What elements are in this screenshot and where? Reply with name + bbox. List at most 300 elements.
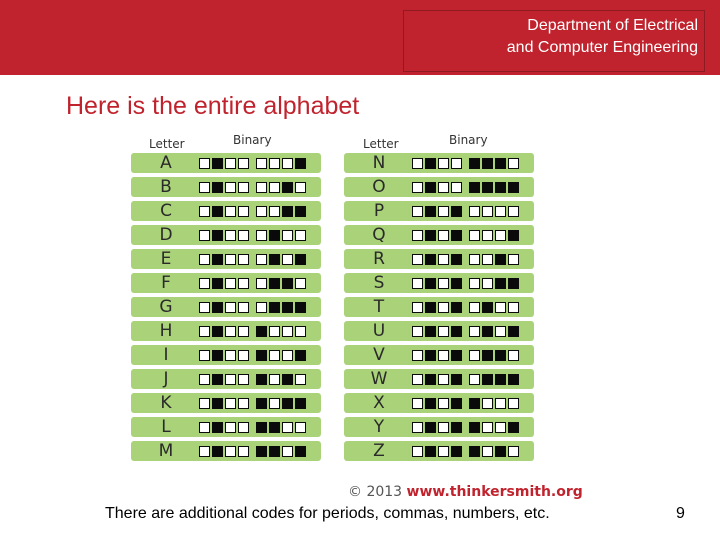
- bit-on-square: [451, 230, 462, 241]
- bit-off-square: [295, 422, 306, 433]
- bit-on-square: [425, 158, 436, 169]
- bit-on-square: [451, 326, 462, 337]
- bit-off-square: [238, 158, 249, 169]
- table-header: [344, 133, 534, 153]
- bit-on-square: [469, 446, 480, 457]
- bit-off-square: [469, 230, 480, 241]
- bit-on-square: [212, 302, 223, 313]
- bit-on-square: [256, 374, 267, 385]
- bit-off-square: [412, 278, 423, 289]
- bit-on-square: [212, 422, 223, 433]
- bit-on-square: [451, 254, 462, 265]
- bit-on-square: [425, 398, 436, 409]
- bit-off-square: [238, 254, 249, 265]
- table-row: [131, 441, 321, 461]
- row-letter: X: [373, 393, 385, 413]
- bit-on-square: [508, 374, 519, 385]
- binary-code: [412, 278, 521, 289]
- bit-off-square: [482, 446, 493, 457]
- bit-off-square: [269, 398, 280, 409]
- row-letter: Q: [372, 225, 386, 245]
- row-letter: D: [159, 225, 173, 245]
- bit-off-square: [225, 398, 236, 409]
- bit-off-square: [482, 422, 493, 433]
- bit-on-square: [495, 254, 506, 265]
- row-letter: F: [161, 273, 171, 293]
- bit-off-square: [199, 278, 210, 289]
- bit-on-square: [212, 206, 223, 217]
- bit-on-square: [508, 182, 519, 193]
- binary-code: [199, 326, 308, 337]
- bit-off-square: [295, 230, 306, 241]
- website-link[interactable]: www.thinkersmith.org: [406, 484, 583, 500]
- binary-code: [199, 302, 308, 313]
- binary-code: [412, 254, 521, 265]
- table-row: [131, 153, 321, 173]
- table-row: [131, 393, 321, 413]
- bit-on-square: [451, 206, 462, 217]
- bit-off-square: [238, 374, 249, 385]
- bit-off-square: [412, 398, 423, 409]
- bit-on-square: [282, 278, 293, 289]
- bit-off-square: [295, 326, 306, 337]
- bit-on-square: [508, 422, 519, 433]
- table-row: [344, 345, 534, 365]
- bit-on-square: [256, 326, 267, 337]
- bit-off-square: [438, 230, 449, 241]
- table-row: [344, 273, 534, 293]
- bit-on-square: [495, 374, 506, 385]
- bit-on-square: [482, 158, 493, 169]
- header-banner: [0, 0, 720, 75]
- bit-on-square: [425, 350, 436, 361]
- bit-off-square: [199, 422, 210, 433]
- bit-off-square: [495, 422, 506, 433]
- bit-on-square: [256, 446, 267, 457]
- bit-on-square: [212, 326, 223, 337]
- table-row: [344, 201, 534, 221]
- bit-off-square: [495, 230, 506, 241]
- bit-on-square: [469, 158, 480, 169]
- bit-off-square: [508, 350, 519, 361]
- letter-column-header: Letter: [149, 137, 185, 151]
- bit-off-square: [438, 446, 449, 457]
- binary-code: [412, 350, 521, 361]
- bit-off-square: [282, 230, 293, 241]
- bit-off-square: [482, 254, 493, 265]
- bit-off-square: [269, 350, 280, 361]
- bit-off-square: [282, 350, 293, 361]
- bit-off-square: [269, 374, 280, 385]
- bit-on-square: [269, 278, 280, 289]
- bit-off-square: [295, 374, 306, 385]
- bit-off-square: [508, 206, 519, 217]
- bit-on-square: [425, 422, 436, 433]
- table-row: [344, 297, 534, 317]
- binary-code: [412, 230, 521, 241]
- row-letter: L: [161, 417, 171, 437]
- bit-off-square: [469, 206, 480, 217]
- binary-code: [412, 206, 521, 217]
- row-letter: C: [160, 201, 172, 221]
- bit-off-square: [495, 398, 506, 409]
- bit-off-square: [256, 302, 267, 313]
- bit-on-square: [495, 158, 506, 169]
- bit-off-square: [282, 254, 293, 265]
- table-row: [131, 297, 321, 317]
- bit-on-square: [295, 446, 306, 457]
- row-letter: P: [373, 201, 385, 221]
- table-row: [344, 225, 534, 245]
- bit-off-square: [508, 158, 519, 169]
- binary-code: [199, 182, 308, 193]
- bit-off-square: [256, 254, 267, 265]
- bit-on-square: [425, 446, 436, 457]
- bit-off-square: [495, 302, 506, 313]
- bit-on-square: [212, 446, 223, 457]
- bit-on-square: [295, 302, 306, 313]
- bit-off-square: [225, 230, 236, 241]
- bit-on-square: [451, 374, 462, 385]
- table-row: [344, 441, 534, 461]
- letter-column-header: Letter: [363, 137, 399, 151]
- bit-off-square: [438, 254, 449, 265]
- bit-off-square: [451, 182, 462, 193]
- bit-on-square: [425, 278, 436, 289]
- bit-off-square: [199, 230, 210, 241]
- table-row: [344, 369, 534, 389]
- bit-on-square: [282, 206, 293, 217]
- bit-off-square: [469, 350, 480, 361]
- bit-off-square: [238, 398, 249, 409]
- binary-code: [412, 182, 521, 193]
- binary-code: [412, 398, 521, 409]
- bit-on-square: [451, 350, 462, 361]
- copyright-text: © 2013: [348, 484, 403, 500]
- bit-off-square: [225, 206, 236, 217]
- bit-off-square: [438, 206, 449, 217]
- row-letter: R: [373, 249, 385, 269]
- bit-on-square: [451, 398, 462, 409]
- copyright-credit: [348, 484, 583, 500]
- bit-off-square: [412, 182, 423, 193]
- bit-off-square: [469, 326, 480, 337]
- bit-off-square: [412, 422, 423, 433]
- bit-on-square: [295, 158, 306, 169]
- bit-off-square: [238, 422, 249, 433]
- bit-off-square: [438, 278, 449, 289]
- row-letter: O: [372, 177, 386, 197]
- bit-on-square: [295, 350, 306, 361]
- bit-off-square: [412, 158, 423, 169]
- slide-title: Here is the entire alphabet: [66, 92, 360, 120]
- table-row: [131, 201, 321, 221]
- bit-off-square: [295, 278, 306, 289]
- binary-code: [199, 278, 308, 289]
- bit-off-square: [282, 326, 293, 337]
- bit-off-square: [508, 446, 519, 457]
- binary-code: [199, 398, 308, 409]
- bit-off-square: [438, 158, 449, 169]
- bit-on-square: [295, 398, 306, 409]
- binary-code: [412, 158, 521, 169]
- bit-off-square: [438, 182, 449, 193]
- bit-on-square: [482, 302, 493, 313]
- bit-off-square: [508, 254, 519, 265]
- bit-off-square: [199, 326, 210, 337]
- bit-off-square: [438, 398, 449, 409]
- bit-off-square: [256, 182, 267, 193]
- row-letter: Z: [373, 441, 385, 461]
- department-line-1: Department of Electrical: [527, 17, 698, 34]
- binary-code: [412, 446, 521, 457]
- table-row: [131, 225, 321, 245]
- bit-off-square: [412, 302, 423, 313]
- row-letter: K: [160, 393, 172, 413]
- bit-on-square: [282, 374, 293, 385]
- bit-off-square: [412, 230, 423, 241]
- bit-off-square: [508, 302, 519, 313]
- table-row: [131, 249, 321, 269]
- bit-off-square: [199, 182, 210, 193]
- table-row: [344, 249, 534, 269]
- bit-off-square: [495, 326, 506, 337]
- bit-on-square: [495, 350, 506, 361]
- row-letter: W: [370, 369, 388, 389]
- bit-on-square: [425, 326, 436, 337]
- bit-off-square: [282, 158, 293, 169]
- row-letter: V: [373, 345, 385, 365]
- bit-off-square: [225, 182, 236, 193]
- bit-off-square: [199, 206, 210, 217]
- table-row: [344, 393, 534, 413]
- bit-off-square: [225, 278, 236, 289]
- department-title: [403, 10, 705, 72]
- bit-off-square: [269, 326, 280, 337]
- bit-on-square: [482, 182, 493, 193]
- table-row: [131, 273, 321, 293]
- binary-code: [412, 302, 521, 313]
- bit-on-square: [451, 422, 462, 433]
- bit-on-square: [495, 278, 506, 289]
- bit-on-square: [495, 182, 506, 193]
- table-row: [344, 321, 534, 341]
- bit-on-square: [295, 254, 306, 265]
- binary-code: [199, 350, 308, 361]
- bit-off-square: [256, 158, 267, 169]
- bit-off-square: [412, 350, 423, 361]
- bit-off-square: [282, 446, 293, 457]
- bit-off-square: [451, 158, 462, 169]
- bit-off-square: [199, 302, 210, 313]
- binary-code: [199, 206, 308, 217]
- bit-off-square: [199, 158, 210, 169]
- row-letter: S: [373, 273, 385, 293]
- bit-off-square: [238, 182, 249, 193]
- bit-on-square: [495, 446, 506, 457]
- bit-off-square: [269, 206, 280, 217]
- bit-off-square: [225, 374, 236, 385]
- row-letter: Y: [373, 417, 385, 437]
- bit-off-square: [482, 278, 493, 289]
- bit-off-square: [438, 374, 449, 385]
- bit-on-square: [451, 446, 462, 457]
- row-letter: N: [372, 153, 386, 173]
- bit-off-square: [469, 278, 480, 289]
- bit-off-square: [495, 206, 506, 217]
- bit-off-square: [482, 398, 493, 409]
- row-letter: M: [158, 441, 174, 461]
- bit-off-square: [438, 302, 449, 313]
- binary-code: [199, 446, 308, 457]
- bit-off-square: [412, 374, 423, 385]
- bit-on-square: [425, 254, 436, 265]
- binary-code: [412, 422, 521, 433]
- bit-off-square: [438, 326, 449, 337]
- bit-off-square: [295, 182, 306, 193]
- bit-off-square: [238, 206, 249, 217]
- bit-on-square: [295, 206, 306, 217]
- bit-on-square: [269, 422, 280, 433]
- table-row: [344, 153, 534, 173]
- table-row: [344, 177, 534, 197]
- bit-off-square: [412, 206, 423, 217]
- binary-code: [412, 374, 521, 385]
- binary-code: [199, 254, 308, 265]
- bit-on-square: [282, 302, 293, 313]
- bit-on-square: [508, 278, 519, 289]
- bit-off-square: [225, 158, 236, 169]
- bit-off-square: [238, 302, 249, 313]
- row-letter: A: [160, 153, 172, 173]
- bit-off-square: [469, 254, 480, 265]
- row-letter: T: [373, 297, 385, 317]
- table-row: [131, 321, 321, 341]
- bit-off-square: [412, 446, 423, 457]
- bit-on-square: [269, 230, 280, 241]
- bit-on-square: [482, 374, 493, 385]
- bit-off-square: [269, 158, 280, 169]
- bit-on-square: [269, 446, 280, 457]
- bit-off-square: [412, 326, 423, 337]
- row-letter: H: [159, 321, 173, 341]
- row-letter: J: [163, 369, 169, 389]
- bit-on-square: [269, 254, 280, 265]
- bit-on-square: [469, 182, 480, 193]
- bit-off-square: [469, 302, 480, 313]
- bit-on-square: [212, 158, 223, 169]
- row-letter: G: [159, 297, 173, 317]
- bit-off-square: [438, 350, 449, 361]
- table-row: [131, 177, 321, 197]
- bit-on-square: [256, 350, 267, 361]
- binary-code: [412, 326, 521, 337]
- bit-off-square: [282, 422, 293, 433]
- bit-on-square: [425, 182, 436, 193]
- bit-off-square: [238, 278, 249, 289]
- bit-off-square: [199, 254, 210, 265]
- bit-on-square: [282, 398, 293, 409]
- bit-on-square: [212, 350, 223, 361]
- bit-off-square: [482, 230, 493, 241]
- table-header: [131, 133, 321, 153]
- bit-on-square: [212, 374, 223, 385]
- bit-off-square: [225, 302, 236, 313]
- bit-off-square: [199, 446, 210, 457]
- bit-on-square: [482, 326, 493, 337]
- bit-off-square: [199, 350, 210, 361]
- bit-on-square: [508, 326, 519, 337]
- row-letter: B: [160, 177, 172, 197]
- bit-off-square: [269, 182, 280, 193]
- row-letter: U: [372, 321, 386, 341]
- bit-off-square: [482, 206, 493, 217]
- bit-on-square: [508, 230, 519, 241]
- bit-off-square: [238, 326, 249, 337]
- bit-off-square: [238, 230, 249, 241]
- binary-code: [199, 374, 308, 385]
- bit-off-square: [238, 446, 249, 457]
- row-letter: I: [163, 345, 169, 365]
- bit-off-square: [438, 422, 449, 433]
- bit-on-square: [425, 302, 436, 313]
- binary-table-left: [131, 133, 321, 465]
- binary-column-header: Binary: [233, 133, 272, 147]
- table-row: [131, 369, 321, 389]
- bit-off-square: [225, 422, 236, 433]
- bit-off-square: [225, 254, 236, 265]
- bit-on-square: [282, 182, 293, 193]
- row-letter: E: [160, 249, 172, 269]
- bit-on-square: [425, 374, 436, 385]
- table-rows-right: [344, 153, 534, 461]
- bit-off-square: [508, 398, 519, 409]
- bit-on-square: [212, 230, 223, 241]
- bit-on-square: [425, 230, 436, 241]
- bit-off-square: [256, 230, 267, 241]
- bit-on-square: [425, 206, 436, 217]
- bit-off-square: [256, 206, 267, 217]
- bit-on-square: [256, 398, 267, 409]
- page-number: 9: [676, 505, 685, 522]
- bit-off-square: [225, 446, 236, 457]
- table-row: [131, 417, 321, 437]
- bit-on-square: [212, 398, 223, 409]
- binary-table-right: [344, 133, 534, 465]
- table-row: [344, 417, 534, 437]
- bit-off-square: [412, 254, 423, 265]
- bit-off-square: [238, 350, 249, 361]
- bit-off-square: [199, 374, 210, 385]
- bit-on-square: [469, 422, 480, 433]
- table-row: [131, 345, 321, 365]
- bit-on-square: [212, 278, 223, 289]
- bit-on-square: [451, 278, 462, 289]
- bit-off-square: [199, 398, 210, 409]
- bit-on-square: [469, 398, 480, 409]
- bit-off-square: [225, 326, 236, 337]
- bit-on-square: [451, 302, 462, 313]
- binary-code: [199, 230, 308, 241]
- binary-code: [199, 422, 308, 433]
- footnote-text: There are additional codes for periods, commas, numbers, etc.: [105, 505, 550, 522]
- bit-off-square: [256, 278, 267, 289]
- bit-on-square: [212, 182, 223, 193]
- bit-on-square: [212, 254, 223, 265]
- bit-on-square: [482, 350, 493, 361]
- binary-code: [199, 158, 308, 169]
- bit-on-square: [256, 422, 267, 433]
